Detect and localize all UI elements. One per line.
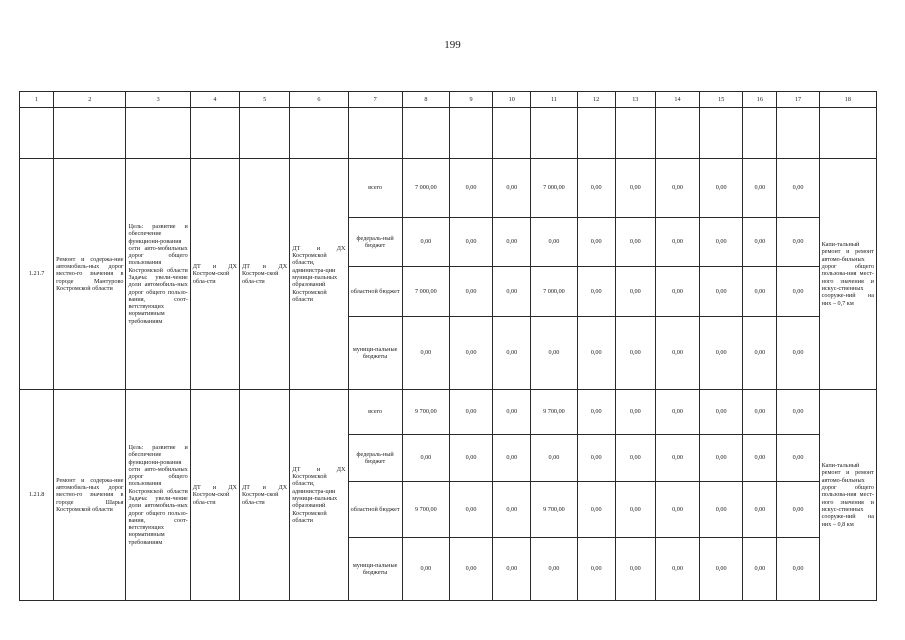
empty-cell xyxy=(348,108,402,159)
header-cell: 17 xyxy=(777,92,819,108)
amount-cell: 0,00 xyxy=(531,218,577,267)
amount-cell: 0,00 xyxy=(577,435,615,482)
header-cell: 16 xyxy=(743,92,777,108)
header-cell: 11 xyxy=(531,92,577,108)
header-cell: 13 xyxy=(615,92,655,108)
amount-cell: 0,00 xyxy=(615,390,655,435)
amount-cell: 9 700,00 xyxy=(531,482,577,538)
amount-cell: 0,00 xyxy=(577,390,615,435)
amount-cell: 0,00 xyxy=(577,267,615,317)
header-cell: 8 xyxy=(402,92,449,108)
amount-cell: 0,00 xyxy=(655,267,699,317)
amount-cell: 0,00 xyxy=(577,317,615,390)
amount-cell: 9 700,00 xyxy=(402,482,449,538)
amount-cell: 0,00 xyxy=(449,267,492,317)
amount-cell: 9 700,00 xyxy=(402,390,449,435)
header-cell: 14 xyxy=(655,92,699,108)
amount-cell: 0,00 xyxy=(615,482,655,538)
amount-cell: 0,00 xyxy=(700,482,743,538)
header-cell: 10 xyxy=(493,92,531,108)
amount-cell: 0,00 xyxy=(777,482,819,538)
item-code: 1.21.7 xyxy=(20,159,54,390)
amount-cell: 0,00 xyxy=(655,538,699,601)
amount-cell: 0,00 xyxy=(615,218,655,267)
amount-cell: 0,00 xyxy=(743,482,777,538)
amount-cell: 0,00 xyxy=(777,317,819,390)
amount-cell: 0,00 xyxy=(777,218,819,267)
empty-cell xyxy=(615,108,655,159)
item-result: Капи-тальный ремонт и ремонт автомо-бильных дорог общего пользова-ния мест-ного значения и искус-ственных сооруже-ний на них – 0,8 км xyxy=(819,390,876,601)
program-table xyxy=(19,91,877,601)
header-cell: 2 xyxy=(54,92,126,108)
amount-cell: 0,00 xyxy=(700,267,743,317)
empty-cell xyxy=(700,108,743,159)
amount-cell: 0,00 xyxy=(700,218,743,267)
amount-cell: 0,00 xyxy=(655,435,699,482)
empty-cell xyxy=(655,108,699,159)
amount-cell: 7 000,00 xyxy=(531,159,577,218)
item-result: Капи-тальный ремонт и ремонт автомо-бильных дорог общего пользова-ния мест-ного значения и искус-ственных сооруже-ний на них – 0,7 км xyxy=(819,159,876,390)
amount-cell: 0,00 xyxy=(615,317,655,390)
amount-cell: 0,00 xyxy=(531,317,577,390)
amount-cell: 0,00 xyxy=(449,218,492,267)
amount-cell: 0,00 xyxy=(743,435,777,482)
item-name: Ремонт и содержа-ние автомобиль-ных дорог местно-го значения в городе Мантурово Костромской области xyxy=(54,159,126,390)
amount-cell: 9 700,00 xyxy=(531,390,577,435)
amount-cell: 0,00 xyxy=(700,538,743,601)
amount-cell: 0,00 xyxy=(493,218,531,267)
amount-cell: 0,00 xyxy=(615,159,655,218)
amount-cell: 0,00 xyxy=(743,317,777,390)
amount-cell: 7 000,00 xyxy=(402,267,449,317)
empty-cell xyxy=(240,108,290,159)
empty-cell xyxy=(743,108,777,159)
empty-cell xyxy=(819,108,876,159)
funding-source: областной бюджет xyxy=(348,267,402,317)
header-cell: 15 xyxy=(700,92,743,108)
amount-cell: 0,00 xyxy=(655,390,699,435)
column-numbers-row xyxy=(20,92,877,108)
empty-cell xyxy=(402,108,449,159)
amount-cell: 7 000,00 xyxy=(531,267,577,317)
amount-cell: 0,00 xyxy=(449,538,492,601)
page-number: 199 xyxy=(444,39,461,51)
item-name: Ремонт и содержа-ние автомобиль-ных дорог местно-го значения в городе Шарья Костромской области xyxy=(54,390,126,601)
header-cell: 6 xyxy=(290,92,348,108)
header-cell: 7 xyxy=(348,92,402,108)
empty-cell xyxy=(531,108,577,159)
amount-cell: 0,00 xyxy=(700,390,743,435)
header-cell: 5 xyxy=(240,92,290,108)
program-row xyxy=(20,159,877,218)
item-code: 1.21.8 xyxy=(20,390,54,601)
header-cell: 18 xyxy=(819,92,876,108)
program-row xyxy=(20,390,877,435)
empty-cell xyxy=(777,108,819,159)
amount-cell: 0,00 xyxy=(777,435,819,482)
amount-cell: 0,00 xyxy=(743,538,777,601)
amount-cell: 0,00 xyxy=(777,267,819,317)
amount-cell: 0,00 xyxy=(577,218,615,267)
amount-cell: 0,00 xyxy=(402,218,449,267)
amount-cell: 0,00 xyxy=(493,390,531,435)
funding-source: всего xyxy=(348,390,402,435)
amount-cell: 0,00 xyxy=(449,482,492,538)
amount-cell: 0,00 xyxy=(655,218,699,267)
amount-cell: 0,00 xyxy=(655,317,699,390)
amount-cell: 0,00 xyxy=(531,435,577,482)
item-goal: Цель: развитие и обеспечение функциони-рования сети авто-мобильных дорог общего пользования Костромской области Задача: увели-чение доли автомобиль-ных дорог общего пользо-вания, соот-ветствующих нормативным требованиям xyxy=(126,159,190,390)
amount-cell: 0,00 xyxy=(615,435,655,482)
amount-cell: 0,00 xyxy=(577,159,615,218)
amount-cell: 0,00 xyxy=(577,482,615,538)
amount-cell: 0,00 xyxy=(743,267,777,317)
funding-source: областной бюджет xyxy=(348,482,402,538)
amount-cell: 0,00 xyxy=(700,317,743,390)
header-cell: 12 xyxy=(577,92,615,108)
amount-cell: 0,00 xyxy=(777,390,819,435)
amount-cell: 0,00 xyxy=(700,435,743,482)
funding-source: муници-пальные бюджеты xyxy=(348,538,402,601)
item-executors: ДТ и ДХ Костромской области, администра-ции муници-пальных образований Костромской области xyxy=(290,159,348,390)
amount-cell: 0,00 xyxy=(449,390,492,435)
funding-source: федераль-ный бюджет xyxy=(348,218,402,267)
empty-cell xyxy=(190,108,239,159)
item-coordinator: ДТ и ДХ Костром-ской обла-сти xyxy=(240,390,290,601)
header-cell: 9 xyxy=(449,92,492,108)
amount-cell: 0,00 xyxy=(655,482,699,538)
empty-cell xyxy=(493,108,531,159)
empty-cell xyxy=(577,108,615,159)
amount-cell: 0,00 xyxy=(531,538,577,601)
amount-cell: 0,00 xyxy=(449,159,492,218)
header-cell: 4 xyxy=(190,92,239,108)
empty-cell xyxy=(449,108,492,159)
amount-cell: 0,00 xyxy=(493,159,531,218)
amount-cell: 0,00 xyxy=(402,435,449,482)
amount-cell: 0,00 xyxy=(402,538,449,601)
amount-cell: 0,00 xyxy=(743,218,777,267)
item-customer: ДТ и ДХ Костром-ской обла-сти xyxy=(190,159,239,390)
header-cell: 1 xyxy=(20,92,54,108)
amount-cell: 0,00 xyxy=(449,435,492,482)
amount-cell: 0,00 xyxy=(655,159,699,218)
amount-cell: 0,00 xyxy=(493,482,531,538)
funding-source: федераль-ный бюджет xyxy=(348,435,402,482)
amount-cell: 0,00 xyxy=(493,267,531,317)
item-customer: ДТ и ДХ Костром-ской обла-сти xyxy=(190,390,239,601)
amount-cell: 0,00 xyxy=(493,435,531,482)
amount-cell: 0,00 xyxy=(777,538,819,601)
item-coordinator: ДТ и ДХ Костром-ской обла-сти xyxy=(240,159,290,390)
amount-cell: 0,00 xyxy=(577,538,615,601)
amount-cell: 0,00 xyxy=(700,159,743,218)
table-body xyxy=(20,92,877,601)
empty-cell xyxy=(54,108,126,159)
amount-cell: 7 000,00 xyxy=(402,159,449,218)
amount-cell: 0,00 xyxy=(493,538,531,601)
amount-cell: 0,00 xyxy=(777,159,819,218)
blank-row xyxy=(20,108,877,159)
empty-cell xyxy=(126,108,190,159)
amount-cell: 0,00 xyxy=(615,267,655,317)
funding-source: муници-пальные бюджеты xyxy=(348,317,402,390)
header-cell: 3 xyxy=(126,92,190,108)
funding-source: всего xyxy=(348,159,402,218)
amount-cell: 0,00 xyxy=(743,390,777,435)
empty-cell xyxy=(290,108,348,159)
empty-cell xyxy=(20,108,54,159)
amount-cell: 0,00 xyxy=(615,538,655,601)
amount-cell: 0,00 xyxy=(449,317,492,390)
item-executors: ДТ и ДХ Костромской области, администра-ции муници-пальных образований Костромской области xyxy=(290,390,348,601)
amount-cell: 0,00 xyxy=(743,159,777,218)
amount-cell: 0,00 xyxy=(493,317,531,390)
item-goal: Цель: развитие и обеспечение функциони-рования сети авто-мобильных дорог общего пользования Костромской области Задача: увели-чение доли автомобиль-ных дорог общего пользо-вания, соот-ветствующих нормативным требованиям xyxy=(126,390,190,601)
amount-cell: 0,00 xyxy=(402,317,449,390)
